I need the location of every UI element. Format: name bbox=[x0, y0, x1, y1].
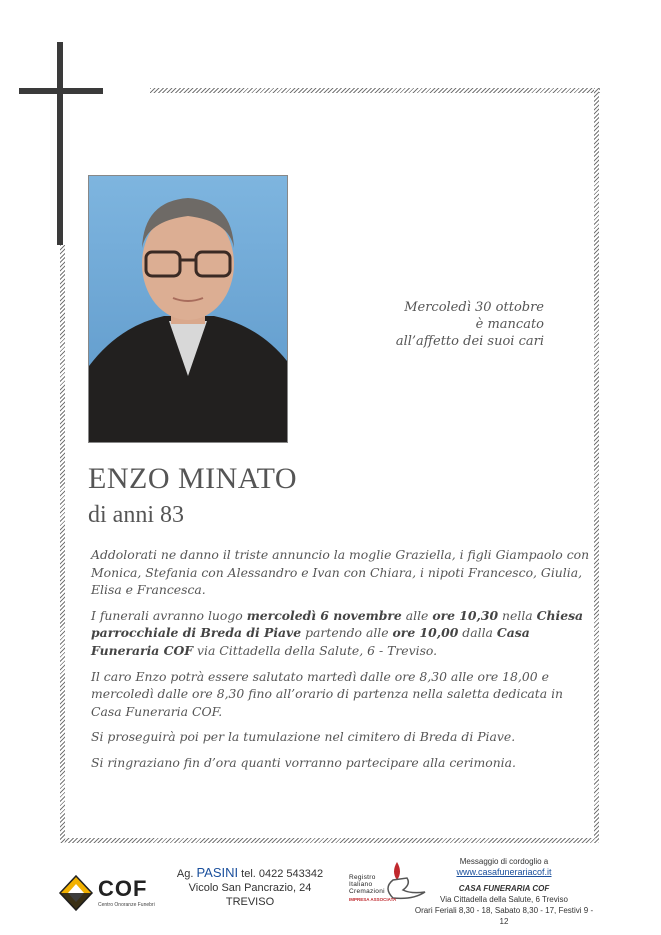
cross-icon-horizontal bbox=[19, 88, 103, 94]
death-family-line: all’affetto dei suoi cari bbox=[395, 334, 544, 349]
cof-logo-text: COF bbox=[98, 876, 148, 901]
funeral-text: partendo alle bbox=[301, 625, 393, 641]
frame-border-right bbox=[594, 88, 599, 843]
funeral-paragraph bbox=[91, 607, 591, 660]
agency-info bbox=[176, 866, 324, 909]
condolence-link[interactable]: www.casafunerariacof.it bbox=[456, 867, 552, 877]
funeral-text: via Cittadella della Salute, 6 - Treviso. bbox=[193, 642, 438, 658]
cof-logo-subtitle: Centro Onoranze Funebri bbox=[98, 902, 155, 908]
registro-line: Registro bbox=[349, 874, 376, 881]
registro-line: Cremazioni bbox=[349, 888, 385, 895]
funeral-home: Casa Funeraria COF bbox=[91, 625, 530, 658]
funeral-time: ore 10,30 bbox=[432, 607, 499, 623]
registro-text bbox=[349, 874, 385, 895]
cross-icon-vertical bbox=[57, 42, 63, 245]
agency-city: TREVISO bbox=[225, 896, 275, 908]
family-paragraph: Addolorati ne danno il triste annuncio la moglie Graziella, i figli Giampaolo con Monica, Stefania con Alessandro e Ivan con Chiara, i nipoti Francesco, Giulia, Elisa e Francesca. bbox=[91, 547, 590, 598]
frame-border-top bbox=[150, 88, 600, 93]
condolence-label: Messaggio di cordoglio a bbox=[459, 857, 549, 866]
funeral-text: nella bbox=[498, 607, 537, 623]
funeral-date: mercoledì 6 novembre bbox=[246, 607, 402, 623]
frame-border-bottom bbox=[60, 838, 599, 843]
departure-time: ore 10,00 bbox=[392, 625, 459, 641]
death-date-line: Mercoledì 30 ottobre bbox=[404, 300, 544, 315]
funeral-text: I funerali avranno luogo bbox=[91, 607, 247, 623]
funeral-home-hours: Orari Feriali 8,30 - 18, Sabato 8,30 - 17, Festivi 9 - 12 bbox=[414, 906, 594, 926]
condolence-info bbox=[410, 856, 598, 927]
portrait-photo bbox=[88, 175, 288, 443]
burial-paragraph: Si proseguirà poi per la tumulazione nel cimitero di Breda di Piave. bbox=[91, 729, 516, 745]
deceased-age: di anni 83 bbox=[88, 502, 184, 528]
funeral-home-name: CASA FUNERARIA COF bbox=[458, 884, 550, 893]
agency-address: Vicolo San Pancrazio, 24 bbox=[188, 882, 312, 894]
agency-prefix: Ag. bbox=[176, 868, 194, 880]
death-passed-line: è mancato bbox=[475, 317, 544, 332]
funeral-church: Chiesa parrocchiale di Breda di Piave bbox=[91, 607, 584, 641]
thanks-paragraph: Si ringraziano fin d’ora quanti vorranno partecipare alla cerimonia. bbox=[91, 754, 516, 770]
agency-phone: tel. 0422 543342 bbox=[241, 868, 324, 880]
registro-line: Italiano bbox=[349, 881, 373, 888]
deceased-name: ENZO MINATO bbox=[88, 462, 298, 495]
funeral-text: dalla bbox=[458, 625, 497, 641]
visitation-paragraph: Il caro Enzo potrà essere salutato martedì dalle ore 8,30 alle ore 18,00 e mercoledì dalle ore 8,30 fino all’orario di partenza nella saletta dedicata in Casa Funeraria COF. bbox=[91, 668, 564, 719]
funeral-text: alle bbox=[401, 607, 433, 623]
agency-name: PASINI bbox=[196, 865, 239, 880]
registro-subtitle: IMPRESA ASSOCIATA bbox=[349, 897, 397, 902]
death-date-notice bbox=[340, 299, 544, 350]
announcement-text bbox=[91, 546, 591, 780]
frame-border-left bbox=[60, 245, 65, 843]
funeral-home-address: Via Cittadella della Salute, 6 Treviso bbox=[440, 895, 568, 904]
